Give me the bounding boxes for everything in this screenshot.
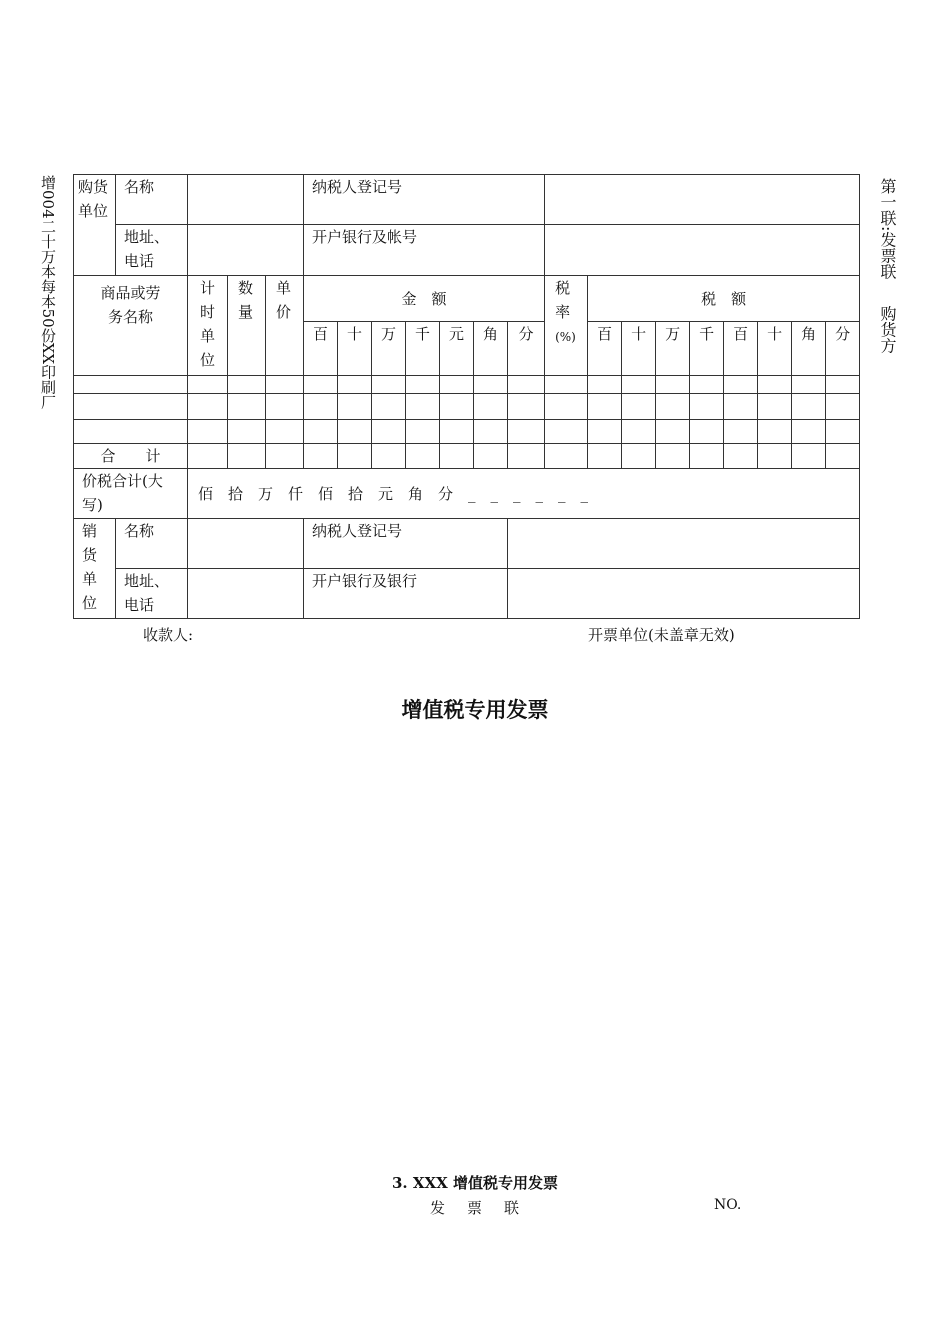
goods-cell[interactable]	[304, 376, 338, 394]
total-cell[interactable]	[266, 444, 304, 469]
tax-digit-header: 角	[792, 322, 826, 376]
amount-digit-header: 千	[406, 322, 440, 376]
invoice-table	[73, 174, 860, 619]
qty-header: 数量	[228, 276, 266, 376]
total-cell[interactable]	[338, 444, 372, 469]
buyer-unit-label: 购货单位	[74, 175, 116, 276]
goods-cell[interactable]	[188, 420, 228, 444]
copy-note-part2: 购货方	[878, 305, 897, 354]
goods-cell[interactable]	[588, 376, 622, 394]
goods-cell[interactable]	[690, 394, 724, 420]
seller-bank-label: 开户银行及银行	[304, 569, 508, 619]
seller-name-field[interactable]	[188, 519, 304, 569]
goods-name-header: 商品或劳务名称	[74, 276, 188, 376]
goods-cell[interactable]	[266, 376, 304, 394]
goods-cell[interactable]	[724, 376, 758, 394]
goods-cell[interactable]	[508, 394, 545, 420]
buyer-bank-field[interactable]	[545, 225, 860, 276]
amount-digit-header: 角	[474, 322, 508, 376]
tax-digit-header: 十	[622, 322, 656, 376]
goods-cell[interactable]	[792, 420, 826, 444]
grand-total-label: 价税合计(大写)	[74, 469, 188, 519]
payee-label: 收款人:	[143, 626, 194, 644]
goods-cell[interactable]	[622, 376, 656, 394]
buyer-name-label: 名称	[116, 175, 188, 225]
buyer-address-label: 地址、电话	[116, 225, 188, 276]
goods-cell[interactable]	[474, 394, 508, 420]
goods-cell[interactable]	[304, 420, 338, 444]
goods-cell[interactable]	[545, 376, 588, 394]
goods-row[interactable]	[74, 394, 860, 420]
goods-cell[interactable]	[690, 376, 724, 394]
total-cell[interactable]	[690, 444, 724, 469]
amount-digit-header: 万	[372, 322, 406, 376]
goods-cell[interactable]	[372, 394, 406, 420]
invoice-number-label: NO.	[714, 1197, 742, 1213]
buyer-address-field[interactable]	[188, 225, 304, 276]
seller-name-label: 名称	[116, 519, 188, 569]
total-cell[interactable]	[474, 444, 508, 469]
seller-address-label: 地址、电话	[116, 569, 188, 619]
total-cell[interactable]	[545, 444, 588, 469]
total-cell[interactable]	[304, 444, 338, 469]
goods-cell[interactable]	[74, 376, 188, 394]
goods-cell[interactable]	[228, 376, 266, 394]
goods-cell[interactable]	[372, 376, 406, 394]
goods-cell[interactable]	[656, 420, 690, 444]
goods-cell[interactable]	[758, 420, 792, 444]
goods-cell[interactable]	[690, 420, 724, 444]
total-cell[interactable]	[724, 444, 758, 469]
amount-digit-header: 分	[508, 322, 545, 376]
tax-digit-header: 百	[724, 322, 758, 376]
goods-cell[interactable]	[406, 376, 440, 394]
goods-cell[interactable]	[758, 376, 792, 394]
tax-digit-header: 十	[758, 322, 792, 376]
goods-cell[interactable]	[724, 420, 758, 444]
amount-digit-header: 百	[304, 322, 338, 376]
total-cell[interactable]	[656, 444, 690, 469]
copy-note	[878, 178, 896, 353]
goods-cell[interactable]	[826, 376, 860, 394]
total-cell[interactable]	[758, 444, 792, 469]
seller-unit-label: 销货单位	[74, 519, 116, 619]
tax-amount-header: 税 额	[588, 276, 860, 322]
goods-cell[interactable]	[440, 420, 474, 444]
buyer-taxpayer-id-label: 纳税人登记号	[304, 175, 545, 225]
goods-cell[interactable]	[74, 420, 188, 444]
goods-cell[interactable]	[508, 420, 545, 444]
goods-cell[interactable]	[188, 376, 228, 394]
goods-cell[interactable]	[338, 376, 372, 394]
goods-row[interactable]	[74, 420, 860, 444]
tax-digit-header: 万	[656, 322, 690, 376]
goods-cell[interactable]	[474, 420, 508, 444]
total-label: 合 计	[74, 444, 188, 469]
copy-note-part1: 第一联:发票联	[878, 178, 897, 280]
goods-cell[interactable]	[228, 420, 266, 444]
goods-cell[interactable]	[508, 376, 545, 394]
goods-cell[interactable]	[406, 394, 440, 420]
copy-name: 发票联	[430, 1199, 542, 1217]
total-cell[interactable]	[826, 444, 860, 469]
goods-cell[interactable]	[792, 394, 826, 420]
total-cell[interactable]	[228, 444, 266, 469]
total-cell[interactable]	[372, 444, 406, 469]
total-cell[interactable]	[792, 444, 826, 469]
total-row	[74, 444, 860, 469]
goods-cell[interactable]	[792, 376, 826, 394]
goods-cell[interactable]	[338, 394, 372, 420]
goods-cell[interactable]	[545, 420, 588, 444]
goods-cell[interactable]	[304, 394, 338, 420]
seller-address-field[interactable]	[188, 569, 304, 619]
goods-row[interactable]	[74, 376, 860, 394]
goods-cell[interactable]	[406, 420, 440, 444]
goods-cell[interactable]	[74, 394, 188, 420]
amount-digit-header: 元	[440, 322, 474, 376]
goods-cell[interactable]	[588, 420, 622, 444]
tax-rate-header: 税率 (%)	[545, 276, 588, 376]
goods-cell[interactable]	[545, 394, 588, 420]
goods-cell[interactable]	[656, 376, 690, 394]
goods-cell[interactable]	[474, 376, 508, 394]
price-header: 单价	[266, 276, 304, 376]
tax-digit-header: 千	[690, 322, 724, 376]
goods-cell[interactable]	[188, 394, 228, 420]
printer-note: 增004二十万本每本50份XX印刷厂	[39, 175, 57, 410]
tax-digit-header: 分	[826, 322, 860, 376]
goods-cell[interactable]	[266, 394, 304, 420]
buyer-taxpayer-id-field[interactable]	[545, 175, 860, 225]
total-cell[interactable]	[406, 444, 440, 469]
goods-cell[interactable]	[440, 376, 474, 394]
seller-taxpayer-id-label: 纳税人登记号	[304, 519, 508, 569]
goods-cell[interactable]	[228, 394, 266, 420]
buyer-bank-label: 开户银行及帐号	[304, 225, 545, 276]
goods-cell[interactable]	[724, 394, 758, 420]
grand-total-units[interactable]: 佰 拾 万 仟 佰 拾 元 角 分 _ _ _ _ _ _	[188, 469, 860, 519]
total-cell[interactable]	[508, 444, 545, 469]
goods-cell[interactable]	[826, 420, 860, 444]
tax-digit-header: 百	[588, 322, 622, 376]
seller-bank-field[interactable]	[508, 569, 860, 619]
total-cell[interactable]	[622, 444, 656, 469]
goods-cell[interactable]	[266, 420, 304, 444]
buyer-name-field[interactable]	[188, 175, 304, 225]
total-cell[interactable]	[588, 444, 622, 469]
goods-cell[interactable]	[588, 394, 622, 420]
footer-title: 3. XXX 增值税专用发票	[391, 1174, 559, 1192]
seller-taxpayer-id-field[interactable]	[508, 519, 860, 569]
goods-cell[interactable]	[622, 394, 656, 420]
goods-cell[interactable]	[338, 420, 372, 444]
goods-cell[interactable]	[372, 420, 406, 444]
goods-cell[interactable]	[826, 394, 860, 420]
goods-cell[interactable]	[758, 394, 792, 420]
goods-cell[interactable]	[622, 420, 656, 444]
issuer-label: 开票单位(未盖章无效)	[588, 626, 735, 644]
unit-header: 计时单位	[188, 276, 228, 376]
total-cell[interactable]	[188, 444, 228, 469]
amount-digit-header: 十	[338, 322, 372, 376]
amount-header: 金 额	[304, 276, 545, 322]
page-title: 增值税专用发票	[401, 698, 549, 722]
total-cell[interactable]	[440, 444, 474, 469]
goods-cell[interactable]	[656, 394, 690, 420]
goods-cell[interactable]	[440, 394, 474, 420]
